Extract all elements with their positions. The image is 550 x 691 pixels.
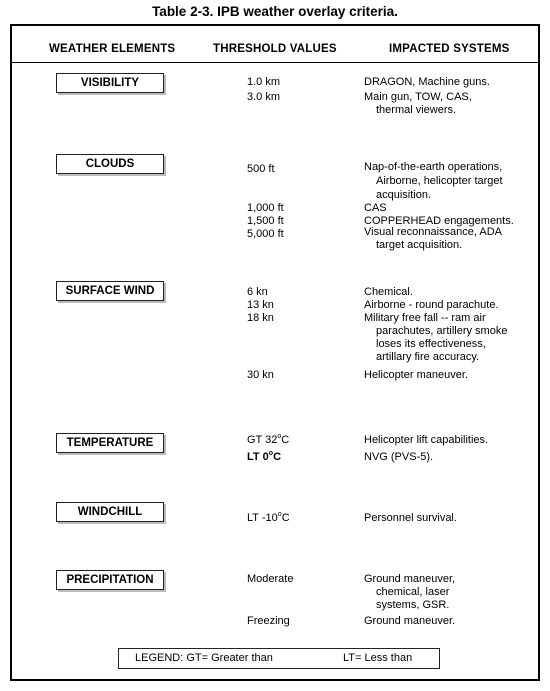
impacted-system: Ground maneuver,	[364, 573, 456, 585]
impacted-system: Helicopter lift capabilities.	[364, 434, 489, 446]
header-impacted-systems: IMPACTED SYSTEMS	[389, 43, 510, 55]
threshold-value: GT 32$^o$C	[247, 433, 290, 446]
threshold-value: 5,000 ft	[247, 228, 284, 240]
impacted-system: parachutes, artillery smoke	[376, 325, 508, 337]
header-threshold-values: THRESHOLD VALUES	[213, 43, 337, 55]
threshold-value: LT 0$^o$C	[247, 450, 282, 463]
impacted-system: target acquisition.	[376, 239, 463, 251]
impacted-system: Main gun, TOW, CAS,	[364, 91, 472, 103]
threshold-value: 500 ft	[247, 163, 275, 175]
impacted-system: acquisition.	[376, 189, 432, 201]
impacted-system: Nap-of-the-earth operations,	[364, 161, 503, 173]
impacted-system: artillary fire accuracy.	[376, 351, 480, 363]
legend-less-than: LT= Less than	[343, 652, 413, 664]
element-box-precipitation: PRECIPITATION	[56, 570, 164, 590]
threshold-value: 6 kn	[247, 286, 268, 298]
threshold-value: 3.0 km	[247, 91, 281, 103]
impacted-system: thermal viewers.	[376, 104, 457, 116]
impacted-system: Ground maneuver.	[364, 615, 456, 627]
threshold-value: LT -10$^o$C	[247, 511, 290, 524]
threshold-value: 18 kn	[247, 312, 274, 324]
impacted-system: Personnel survival.	[364, 512, 457, 524]
threshold-value: Freezing	[247, 615, 290, 627]
impacted-system: systems, GSR.	[376, 599, 450, 611]
legend-greater-than: LEGEND: GT= Greater than	[135, 652, 273, 664]
threshold-value: 1.0 km	[247, 76, 281, 88]
impacted-system: Helicopter maneuver.	[364, 369, 468, 381]
impacted-system: Visual reconnaissance, ADA	[364, 226, 502, 238]
legend-box	[118, 648, 440, 669]
header-rule	[12, 62, 538, 63]
threshold-value: 30 kn	[247, 369, 274, 381]
threshold-value: 1,500 ft	[247, 215, 284, 227]
threshold-value: 13 kn	[247, 299, 274, 311]
impacted-system: CAS	[364, 202, 387, 214]
element-box-temperature: TEMPERATURE	[56, 433, 164, 453]
impacted-system: DRAGON, Machine guns.	[364, 76, 490, 88]
element-box-clouds: CLOUDS	[56, 154, 164, 174]
impacted-system: COPPERHEAD engagements.	[364, 215, 514, 227]
impacted-system: Airborne - round parachute.	[364, 299, 499, 311]
impacted-system: chemical, laser	[376, 586, 450, 598]
impacted-system: Airborne, helicopter target	[376, 175, 503, 187]
impacted-system: Military free fall -- ram air	[364, 312, 486, 324]
impacted-system: NVG (PVS-5).	[364, 451, 434, 463]
impacted-system: Chemical.	[364, 286, 413, 298]
threshold-value: Moderate	[247, 573, 294, 585]
table-title: Table 2-3. IPB weather overlay criteria.	[152, 4, 398, 19]
element-box-windchill: WINDCHILL	[56, 502, 164, 522]
impacted-system: loses its effectiveness,	[376, 338, 486, 350]
element-box-visibility: VISIBILITY	[56, 73, 164, 93]
header-weather-elements: WEATHER ELEMENTS	[49, 43, 176, 55]
threshold-value: 1,000 ft	[247, 202, 284, 214]
element-box-surface-wind: SURFACE WIND	[56, 281, 164, 301]
